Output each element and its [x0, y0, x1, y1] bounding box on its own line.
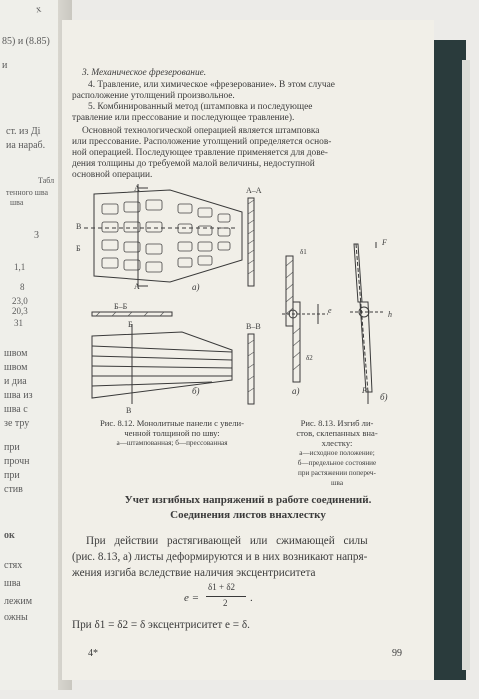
left-fragment: и диа	[4, 376, 27, 387]
left-fragment: стив	[4, 484, 23, 495]
caption-sub: шва	[330, 479, 344, 487]
caption-sub: при растяжении попереч-	[298, 469, 376, 477]
left-fragment: ожны	[4, 612, 28, 623]
left-fragment: и	[2, 60, 8, 71]
caption-line: ченной толщиной по шву:	[124, 428, 220, 438]
left-fragment: при	[4, 442, 20, 453]
figure-8-13-caption	[282, 418, 392, 488]
left-fragment: швом	[4, 362, 28, 373]
left-fragment: 31	[14, 318, 23, 328]
paragraph-line: Основной технологической операцией является штамповка	[82, 126, 320, 136]
cut-label: В	[76, 222, 82, 231]
signature-mark: 4*	[88, 648, 98, 659]
dimension-label: h	[388, 310, 392, 319]
subfigure-label-a: а)	[192, 282, 200, 292]
paragraph-line: ной операцией. Последующее травление применяется для дове-	[72, 148, 328, 158]
list-item-continuation: травление или прессование и последующее травление).	[72, 113, 295, 123]
cut-label: А	[134, 282, 140, 291]
section-heading: Соединения листов внахлестку	[170, 509, 326, 521]
figure-8-12-caption	[74, 418, 270, 448]
cut-label: А	[134, 184, 140, 193]
caption-line: хлестку:	[321, 438, 353, 448]
body-line: При действии растягивающей или сжимающей силы	[86, 535, 368, 547]
book-page-edges	[462, 60, 470, 670]
subfigure-label-b: б)	[192, 386, 200, 396]
page-number: 99	[392, 648, 402, 659]
caption-sub: б—предельное состояние	[297, 459, 377, 467]
left-fragment: иа нараб.	[6, 140, 46, 151]
left-fragment: шва	[10, 198, 24, 207]
left-fragment: тенного шва	[6, 188, 49, 197]
figure-8-13-drawing	[276, 242, 406, 410]
dimension-label: e	[328, 306, 332, 315]
list-item: 3. Механическое фрезерование.	[82, 68, 207, 78]
formula-numerator: δ1 + δ2	[208, 582, 236, 592]
left-fragment: Табл	[38, 176, 55, 185]
force-label: P	[362, 386, 367, 395]
body-line: (рис. 8.13, а) листы деформируются и в них возникают напря-	[72, 551, 368, 563]
cut-label: Б	[128, 320, 133, 329]
body-line: При δ1 = δ2 = δ эксцентриситет e = δ.	[72, 619, 250, 631]
caption-line: стов, склепанных вна-	[296, 428, 378, 438]
left-fragment: шва из	[4, 390, 33, 401]
section-label: В–В	[246, 322, 261, 331]
section-heading: Учет изгибных напряжений в работе соединений.	[124, 494, 372, 506]
caption-sub: а—штампованная; б—прессованная	[116, 439, 228, 447]
paragraph-line: основной операции.	[72, 170, 153, 180]
left-fragment: 8	[20, 282, 25, 292]
left-fragment: 3	[34, 230, 39, 241]
force-label: F	[382, 238, 387, 247]
paragraph-line: или прессование. Расположение утолщений определяется основ-	[72, 137, 332, 147]
list-item-continuation: расположение утолщений произвольное.	[72, 91, 235, 101]
left-fragment: ок	[4, 530, 15, 541]
dimension-label: δ1	[300, 248, 307, 256]
caption-line: Рис. 8.12. Монолитные панели с увели-	[99, 418, 244, 428]
left-fragment: зе тру	[4, 418, 30, 429]
left-fragment: швом	[4, 348, 28, 359]
section-label: А–А	[246, 186, 262, 195]
cut-label: Б	[76, 244, 81, 253]
panel-cells	[102, 200, 230, 272]
figure-8-12-drawing	[82, 184, 272, 408]
list-item: 4. Травление, или химическое «фрезерование». В этом случае	[88, 80, 335, 90]
left-fragment: 85) и (8.85)	[2, 36, 50, 47]
left-fragment: x	[34, 3, 43, 16]
left-fragment: 20,3	[12, 306, 28, 316]
subfigure-label-b: б)	[380, 392, 388, 402]
subfigure-label-a: а)	[292, 386, 300, 396]
cut-label: В	[126, 406, 132, 415]
formula-period: .	[250, 592, 253, 604]
list-item: 5. Комбинированный метод (штамповка и последующее	[88, 102, 313, 112]
formula-denominator: 2	[223, 598, 228, 608]
left-fragment: лежим	[4, 596, 33, 607]
left-fragment: 23,0	[12, 296, 28, 306]
left-fragment: прочн	[4, 456, 30, 467]
left-fragment: при	[4, 470, 20, 481]
fraction-bar	[206, 596, 246, 597]
body-line: жения изгиба вследствие наличия эксцентриситета	[72, 567, 316, 579]
paragraph-line: дения толщины до требуемой малой величины, недоступной	[72, 159, 315, 169]
left-fragment: шва с	[4, 404, 28, 415]
formula-lhs: e =	[184, 592, 200, 604]
left-fragment: ст. из Дi	[6, 126, 41, 137]
book-page	[62, 20, 434, 680]
left-page	[0, 0, 62, 690]
section-label: Б–Б	[114, 302, 128, 311]
left-fragment: шва	[4, 578, 21, 589]
caption-sub: а—исходное положение;	[299, 449, 375, 457]
left-fragment: стях	[4, 560, 23, 571]
left-fragment: 1,1	[14, 262, 26, 272]
caption-line: Рис. 8.13. Изгиб ли-	[300, 418, 374, 428]
dimension-label: δ2	[306, 354, 313, 362]
